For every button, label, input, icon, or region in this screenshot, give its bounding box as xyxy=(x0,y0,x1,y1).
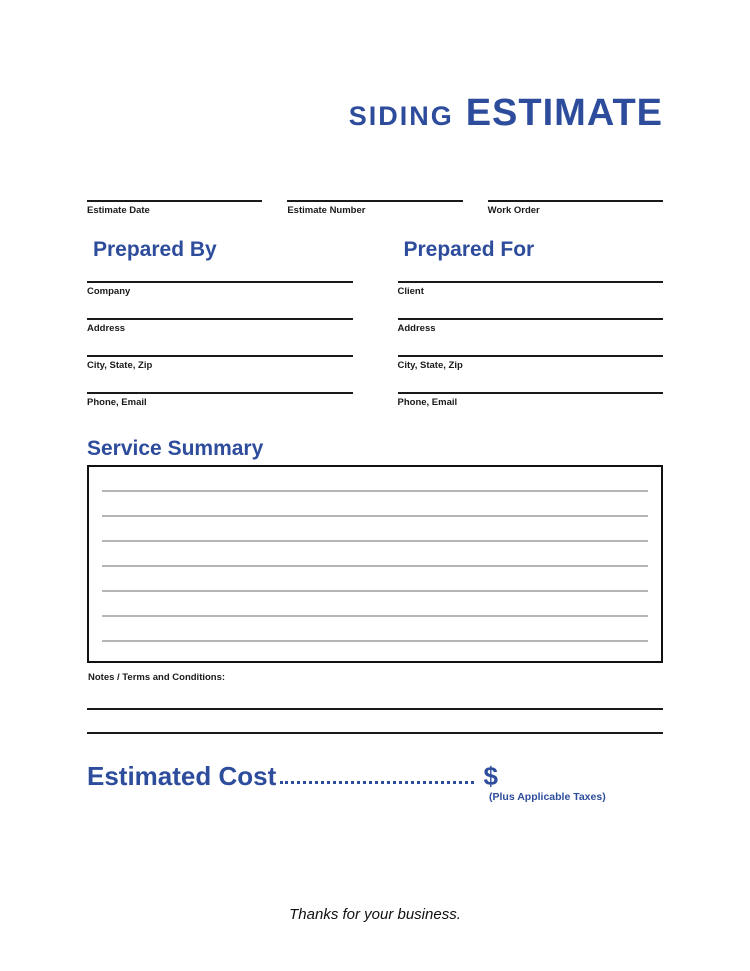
ruled-line xyxy=(102,615,648,617)
currency-symbol: $ xyxy=(483,761,498,791)
prepared-by-phone-email-field xyxy=(87,392,353,409)
ruled-line xyxy=(102,540,648,542)
prepared-by-heading: Prepared By xyxy=(93,238,217,261)
prepared-by-column xyxy=(87,238,353,409)
page-title-word-siding: SIDING xyxy=(348,101,454,131)
service-summary-heading: Service Summary xyxy=(87,437,264,460)
prepared-by-company-label: Company xyxy=(87,286,131,297)
estimate-date-field xyxy=(87,200,262,217)
prepared-by-phone-email-label: Phone, Email xyxy=(87,397,147,408)
notes-writein-line[interactable] xyxy=(87,732,663,734)
prepared-by-city-state-zip-label: City, State, Zip xyxy=(87,360,153,371)
prepared-by-company-field xyxy=(87,281,353,298)
notes-terms-label: Notes / Terms and Conditions: xyxy=(88,672,226,683)
estimate-number-field xyxy=(287,200,462,217)
page-title-word-estimate: ESTIMATE xyxy=(465,92,663,134)
ruled-line xyxy=(102,590,648,592)
estimated-cost-row xyxy=(87,761,498,792)
prepared-for-city-state-zip-field xyxy=(398,355,664,372)
notes-writein-line[interactable] xyxy=(87,708,663,710)
prepared-for-phone-email-field xyxy=(398,392,664,409)
prepared-for-address-label: Address xyxy=(397,323,436,334)
estimate-meta-fields xyxy=(87,200,663,217)
prepared-for-client-field xyxy=(398,281,664,298)
ruled-line xyxy=(102,565,648,567)
ruled-line xyxy=(102,490,648,492)
prepared-for-client-label: Client xyxy=(397,286,424,297)
work-order-label: Work Order xyxy=(487,205,540,216)
prepared-for-phone-email-label: Phone, Email xyxy=(397,397,458,408)
estimate-number-label: Estimate Number xyxy=(287,205,366,216)
page-title xyxy=(349,92,663,135)
prepared-for-address-field xyxy=(398,318,664,335)
prepared-for-heading: Prepared For xyxy=(403,238,535,261)
plus-applicable-taxes-note: (Plus Applicable Taxes) xyxy=(489,791,606,803)
footer-thanks-message: Thanks for your business. xyxy=(289,906,461,923)
dotted-leader xyxy=(280,781,473,784)
estimate-date-label: Estimate Date xyxy=(87,205,150,216)
prepared-by-address-label: Address xyxy=(87,323,126,334)
ruled-line xyxy=(102,640,648,642)
prepared-for-city-state-zip-label: City, State, Zip xyxy=(397,360,463,371)
prepared-by-city-state-zip-field xyxy=(87,355,353,372)
prepared-by-address-field xyxy=(87,318,353,335)
work-order-field xyxy=(488,200,663,217)
prepared-for-column xyxy=(398,238,664,409)
contact-columns xyxy=(87,238,663,409)
ruled-line xyxy=(102,515,648,517)
estimated-cost-label: Estimated Cost xyxy=(87,761,277,791)
service-summary-writein-box[interactable] xyxy=(87,465,663,663)
